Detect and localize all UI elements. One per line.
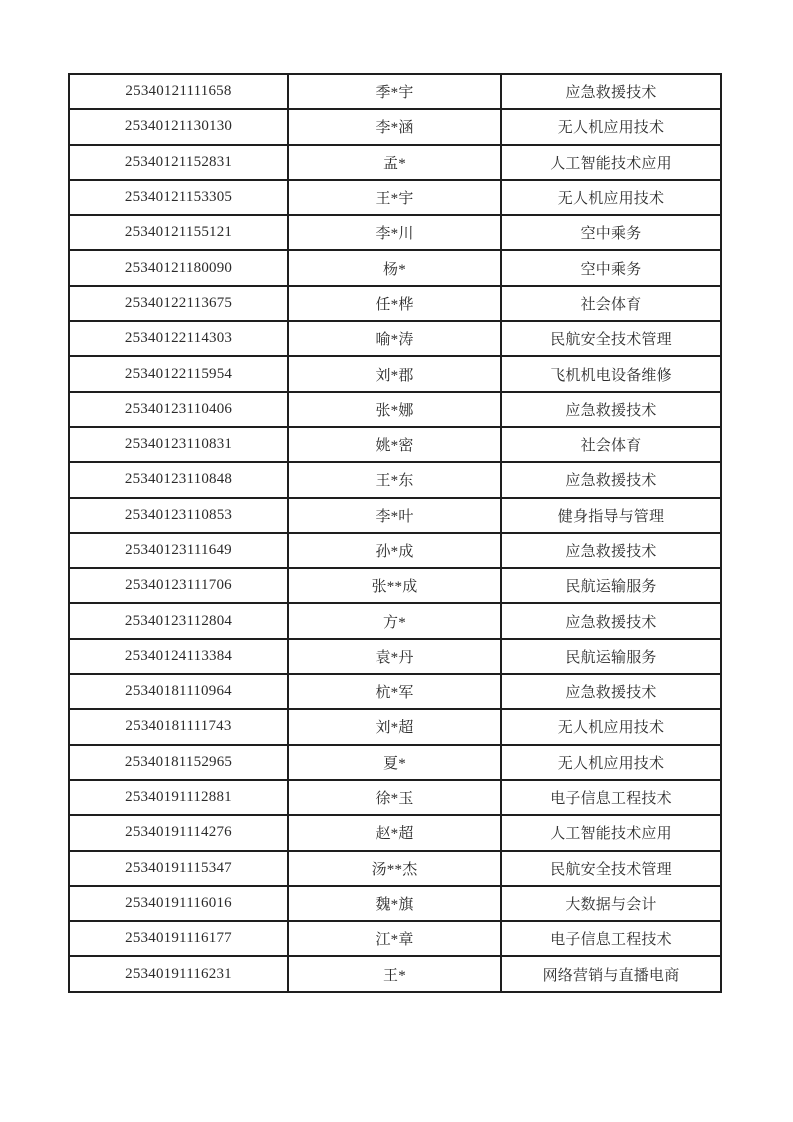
admitted-major-cell: 民航安全技术管理 (501, 321, 721, 356)
candidate-id-cell: 25340191116177 (69, 921, 288, 956)
table-row (69, 392, 721, 427)
table-row (69, 603, 721, 638)
candidate-id-cell: 25340181152965 (69, 745, 288, 780)
table-row (69, 215, 721, 250)
table-row (69, 674, 721, 709)
candidate-id-cell: 25340123111706 (69, 568, 288, 603)
admission-roster-table (68, 73, 722, 993)
candidate-name-cell: 汤**杰 (288, 851, 501, 886)
candidate-id-cell: 25340191116016 (69, 886, 288, 921)
table-row (69, 639, 721, 674)
admitted-major-cell: 人工智能技术应用 (501, 145, 721, 180)
table-row (69, 286, 721, 321)
admitted-major-cell: 民航运输服务 (501, 639, 721, 674)
candidate-name-cell: 张*娜 (288, 392, 501, 427)
candidate-id-cell: 25340191114276 (69, 815, 288, 850)
candidate-name-cell: 王*宇 (288, 180, 501, 215)
table-row (69, 533, 721, 568)
candidate-name-cell: 姚*密 (288, 427, 501, 462)
candidate-id-cell: 25340123110831 (69, 427, 288, 462)
table-row (69, 709, 721, 744)
admitted-major-cell: 社会体育 (501, 427, 721, 462)
candidate-name-cell: 杨* (288, 250, 501, 285)
table-row (69, 745, 721, 780)
table-row (69, 815, 721, 850)
table-row (69, 956, 721, 991)
admitted-major-cell: 应急救援技术 (501, 462, 721, 497)
admitted-major-cell: 空中乘务 (501, 250, 721, 285)
candidate-name-cell: 方* (288, 603, 501, 638)
candidate-name-cell: 袁*丹 (288, 639, 501, 674)
candidate-id-cell: 25340122113675 (69, 286, 288, 321)
admitted-major-cell: 应急救援技术 (501, 392, 721, 427)
candidate-id-cell: 25340123112804 (69, 603, 288, 638)
admitted-major-cell: 民航运输服务 (501, 568, 721, 603)
candidate-id-cell: 25340191115347 (69, 851, 288, 886)
candidate-name-cell: 孙*成 (288, 533, 501, 568)
admitted-major-cell: 应急救援技术 (501, 674, 721, 709)
table-row (69, 921, 721, 956)
candidate-name-cell: 李*川 (288, 215, 501, 250)
admitted-major-cell: 电子信息工程技术 (501, 780, 721, 815)
candidate-name-cell: 徐*玉 (288, 780, 501, 815)
admitted-major-cell: 网络营销与直播电商 (501, 956, 721, 991)
table-row (69, 250, 721, 285)
table-row (69, 427, 721, 462)
candidate-id-cell: 25340181111743 (69, 709, 288, 744)
admitted-major-cell: 电子信息工程技术 (501, 921, 721, 956)
admitted-major-cell: 无人机应用技术 (501, 745, 721, 780)
table-row (69, 780, 721, 815)
admitted-major-cell: 大数据与会计 (501, 886, 721, 921)
admitted-major-cell: 应急救援技术 (501, 74, 721, 109)
table-row (69, 462, 721, 497)
candidate-name-cell: 王*东 (288, 462, 501, 497)
candidate-id-cell: 25340122115954 (69, 356, 288, 391)
candidate-name-cell: 季*宇 (288, 74, 501, 109)
candidate-name-cell: 夏* (288, 745, 501, 780)
admitted-major-cell: 健身指导与管理 (501, 498, 721, 533)
admitted-major-cell: 应急救援技术 (501, 603, 721, 638)
admitted-major-cell: 应急救援技术 (501, 533, 721, 568)
table-row (69, 568, 721, 603)
candidate-name-cell: 魏*旗 (288, 886, 501, 921)
candidate-id-cell: 25340122114303 (69, 321, 288, 356)
candidate-id-cell: 25340191112881 (69, 780, 288, 815)
candidate-id-cell: 25340123111649 (69, 533, 288, 568)
candidate-id-cell: 25340121111658 (69, 74, 288, 109)
table-row (69, 321, 721, 356)
table-row (69, 180, 721, 215)
table-row (69, 851, 721, 886)
candidate-name-cell: 杭*军 (288, 674, 501, 709)
admitted-major-cell: 人工智能技术应用 (501, 815, 721, 850)
candidate-name-cell: 李*叶 (288, 498, 501, 533)
table-row (69, 109, 721, 144)
candidate-id-cell: 25340121130130 (69, 109, 288, 144)
admitted-major-cell: 社会体育 (501, 286, 721, 321)
table-row (69, 74, 721, 109)
candidate-name-cell: 江*章 (288, 921, 501, 956)
candidate-name-cell: 张**成 (288, 568, 501, 603)
admitted-major-cell: 无人机应用技术 (501, 109, 721, 144)
candidate-name-cell: 孟* (288, 145, 501, 180)
candidate-id-cell: 25340123110406 (69, 392, 288, 427)
table-row (69, 356, 721, 391)
candidate-name-cell: 李*涵 (288, 109, 501, 144)
candidate-id-cell: 25340191116231 (69, 956, 288, 991)
admitted-major-cell: 无人机应用技术 (501, 180, 721, 215)
candidate-name-cell: 喻*涛 (288, 321, 501, 356)
table-row (69, 886, 721, 921)
candidate-id-cell: 25340121153305 (69, 180, 288, 215)
candidate-name-cell: 赵*超 (288, 815, 501, 850)
candidate-name-cell: 刘*超 (288, 709, 501, 744)
candidate-id-cell: 25340121152831 (69, 145, 288, 180)
admitted-major-cell: 飞机机电设备维修 (501, 356, 721, 391)
candidate-name-cell: 王* (288, 956, 501, 991)
admitted-major-cell: 民航安全技术管理 (501, 851, 721, 886)
admission-roster-table-body (69, 74, 721, 992)
table-row (69, 145, 721, 180)
candidate-id-cell: 25340181110964 (69, 674, 288, 709)
candidate-id-cell: 25340123110853 (69, 498, 288, 533)
candidate-id-cell: 25340121180090 (69, 250, 288, 285)
admitted-major-cell: 无人机应用技术 (501, 709, 721, 744)
admitted-major-cell: 空中乘务 (501, 215, 721, 250)
candidate-id-cell: 25340123110848 (69, 462, 288, 497)
candidate-name-cell: 任*桦 (288, 286, 501, 321)
table-row (69, 498, 721, 533)
candidate-id-cell: 25340121155121 (69, 215, 288, 250)
candidate-id-cell: 25340124113384 (69, 639, 288, 674)
candidate-name-cell: 刘*郡 (288, 356, 501, 391)
